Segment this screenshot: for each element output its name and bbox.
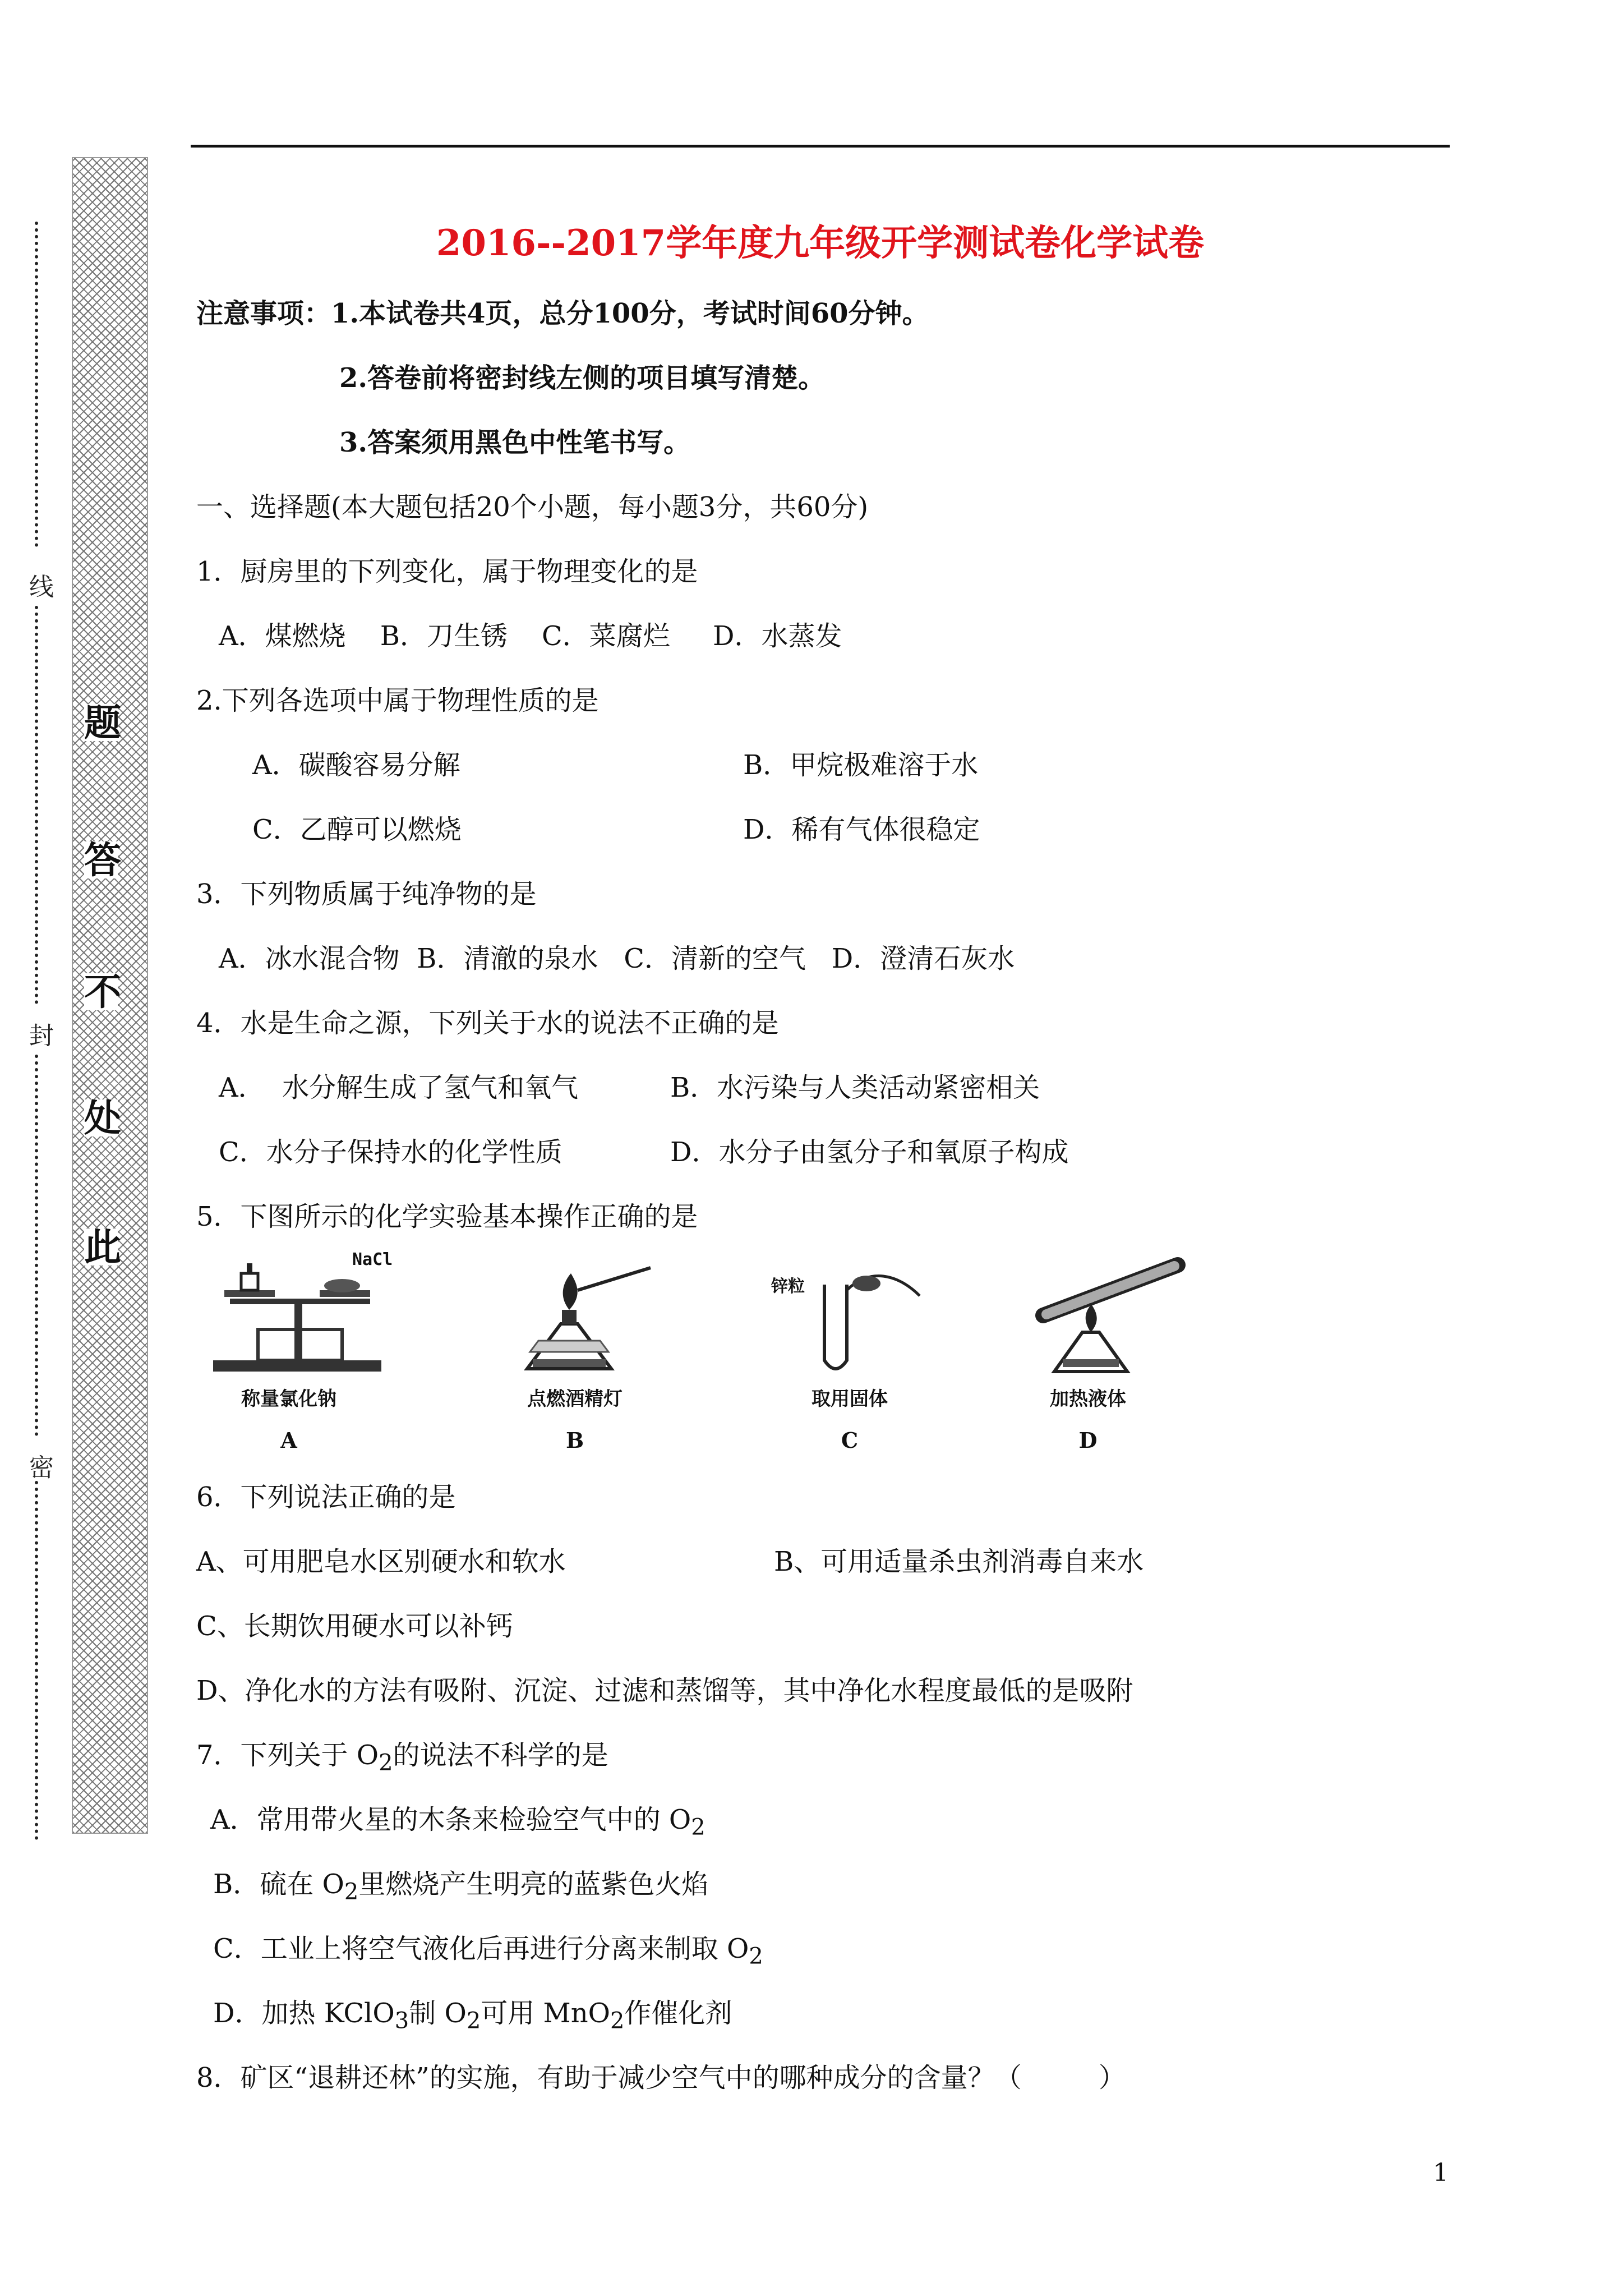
seal-mark-line: 线 bbox=[29, 573, 54, 601]
alcohol-lamp-illustration bbox=[494, 1257, 662, 1386]
option-text: 里燃烧产生明亮的蓝紫色火焰 bbox=[358, 1869, 709, 1900]
option-text: 作催化剂 bbox=[624, 1998, 732, 2029]
option-d: D．水分子由氢分子和氧原子构成 bbox=[670, 1137, 1069, 1168]
page-number: 1 bbox=[1433, 2159, 1449, 2187]
figure-caption: 称量氯化钠 bbox=[241, 1388, 336, 1410]
question-stem: 4．水是生命之源，下列关于水的说法不正确的是 bbox=[196, 1007, 779, 1039]
figure-letter: D bbox=[1078, 1428, 1098, 1453]
option-text: C．工业上将空气液化后再进行分离来制取 O bbox=[213, 1933, 749, 1964]
option-b bbox=[213, 1871, 708, 1903]
question-stem: 5．下图所示的化学实验基本操作正确的是 bbox=[196, 1201, 698, 1232]
margin-warning-char: 处 bbox=[84, 1096, 121, 1140]
option-text: 可用 MnO bbox=[481, 1998, 610, 2029]
figure-letter: A bbox=[280, 1428, 297, 1453]
option-d: D．稀有气体很稳定 bbox=[743, 814, 980, 845]
heating-liquid-illustration bbox=[1009, 1248, 1200, 1386]
option-c: C、长期饮用硬水可以补钙 bbox=[196, 1611, 513, 1642]
notice-item: 2.答卷前将密封线左侧的项目填写清楚。 bbox=[339, 362, 826, 394]
subscript: 2 bbox=[691, 1814, 706, 1841]
subscript: 2 bbox=[466, 2008, 481, 2034]
option-text: 制 O bbox=[409, 1998, 467, 2029]
question-stem: 8．矿区“退耕还林”的实施，有助于减少空气中的哪种成分的含量？（ ） bbox=[196, 2062, 1126, 2093]
page-title: 2016--2017学年度九年级开学测试卷化学试卷 bbox=[436, 222, 1205, 264]
seal-dotted-line bbox=[35, 1481, 38, 1840]
question-stem: 1．厨房里的下列变化，属于物理变化的是 bbox=[196, 556, 698, 587]
seal-dotted-line bbox=[35, 222, 38, 547]
option-c bbox=[213, 1935, 763, 1968]
question-stem: 2.下列各选项中属于物理性质的是 bbox=[196, 685, 599, 716]
seal-dotted-line bbox=[35, 1055, 38, 1436]
option-text: D．加热 KClO bbox=[213, 1998, 395, 2029]
balance-illustration bbox=[191, 1251, 415, 1386]
seal-dotted-line bbox=[35, 606, 38, 1004]
question-stem bbox=[196, 1742, 608, 1774]
subscript: 3 bbox=[394, 2008, 409, 2034]
option-d: D、净化水的方法有吸附、沉淀、过滤和蒸馏等，其中净化水程度最低的是吸附 bbox=[196, 1675, 1133, 1706]
seal-mark-secret: 密 bbox=[29, 1453, 54, 1482]
option-text: B．硫在 O bbox=[213, 1869, 344, 1900]
notice-item: 3.答案须用黑色中性笔书写。 bbox=[339, 427, 691, 458]
figure-letter: C bbox=[841, 1428, 859, 1453]
margin-warning-char: 不 bbox=[84, 970, 121, 1014]
option-d bbox=[213, 2000, 732, 2032]
stem-text: 7．下列关于 O bbox=[196, 1740, 379, 1771]
stem-text: 的说法不科学的是 bbox=[393, 1740, 608, 1771]
question-options: A．冰水混合物 B．清澈的泉水 C．清新的空气 D．澄清石灰水 bbox=[219, 943, 1015, 974]
option-c: C．乙醇可以燃烧 bbox=[252, 814, 462, 845]
option-b: B．甲烷极难溶于水 bbox=[743, 749, 979, 781]
section-heading: 一、选择题(本大题包括20个小题，每小题3分，共60分) bbox=[196, 491, 869, 523]
figure-caption: 加热液体 bbox=[1050, 1388, 1126, 1410]
question-stem: 6．下列说法正确的是 bbox=[196, 1481, 456, 1513]
figure-letter: B bbox=[565, 1428, 584, 1453]
option-b: B、可用适量杀虫剂消毒自来水 bbox=[774, 1546, 1144, 1577]
option-b: B．水污染与人类活动紧密相关 bbox=[670, 1072, 1040, 1103]
notice-label: 注意事项： bbox=[196, 298, 331, 329]
option-a: A．碳酸容易分解 bbox=[252, 749, 460, 781]
question-stem: 3．下列物质属于纯净物的是 bbox=[196, 878, 537, 910]
nacl-label: NaCl bbox=[352, 1250, 393, 1269]
subscript: 2 bbox=[749, 1943, 763, 1970]
margin-warning-char: 题 bbox=[84, 701, 121, 744]
figure-caption: 取用固体 bbox=[811, 1388, 888, 1410]
option-text: A．常用带火星的木条来检验空气中的 O bbox=[210, 1804, 691, 1835]
option-a bbox=[210, 1806, 706, 1839]
header-rule bbox=[191, 145, 1450, 148]
margin-warning-char: 答 bbox=[84, 838, 121, 882]
seal-mark-seal: 封 bbox=[29, 1022, 54, 1050]
option-c: C．水分子保持水的化学性质 bbox=[219, 1137, 562, 1168]
subscript: 2 bbox=[610, 2008, 625, 2034]
figure-caption: 点燃酒精灯 bbox=[527, 1388, 623, 1410]
question-options: A．煤燃烧 B．刀生锈 C．菜腐烂 D．水蒸发 bbox=[219, 620, 842, 652]
subscript: 2 bbox=[344, 1879, 359, 1905]
notice-item: 1.本试卷共4页，总分100分，考试时间60分钟。 bbox=[331, 298, 929, 329]
subscript: 2 bbox=[379, 1750, 393, 1776]
option-a: A． 水分解生成了氢气和氧气 bbox=[219, 1072, 579, 1103]
zinc-label: 锌粒 bbox=[771, 1277, 805, 1296]
margin-warning-char: 此 bbox=[84, 1225, 121, 1269]
option-a: A、可用肥皂水区别硬水和软水 bbox=[196, 1546, 566, 1577]
